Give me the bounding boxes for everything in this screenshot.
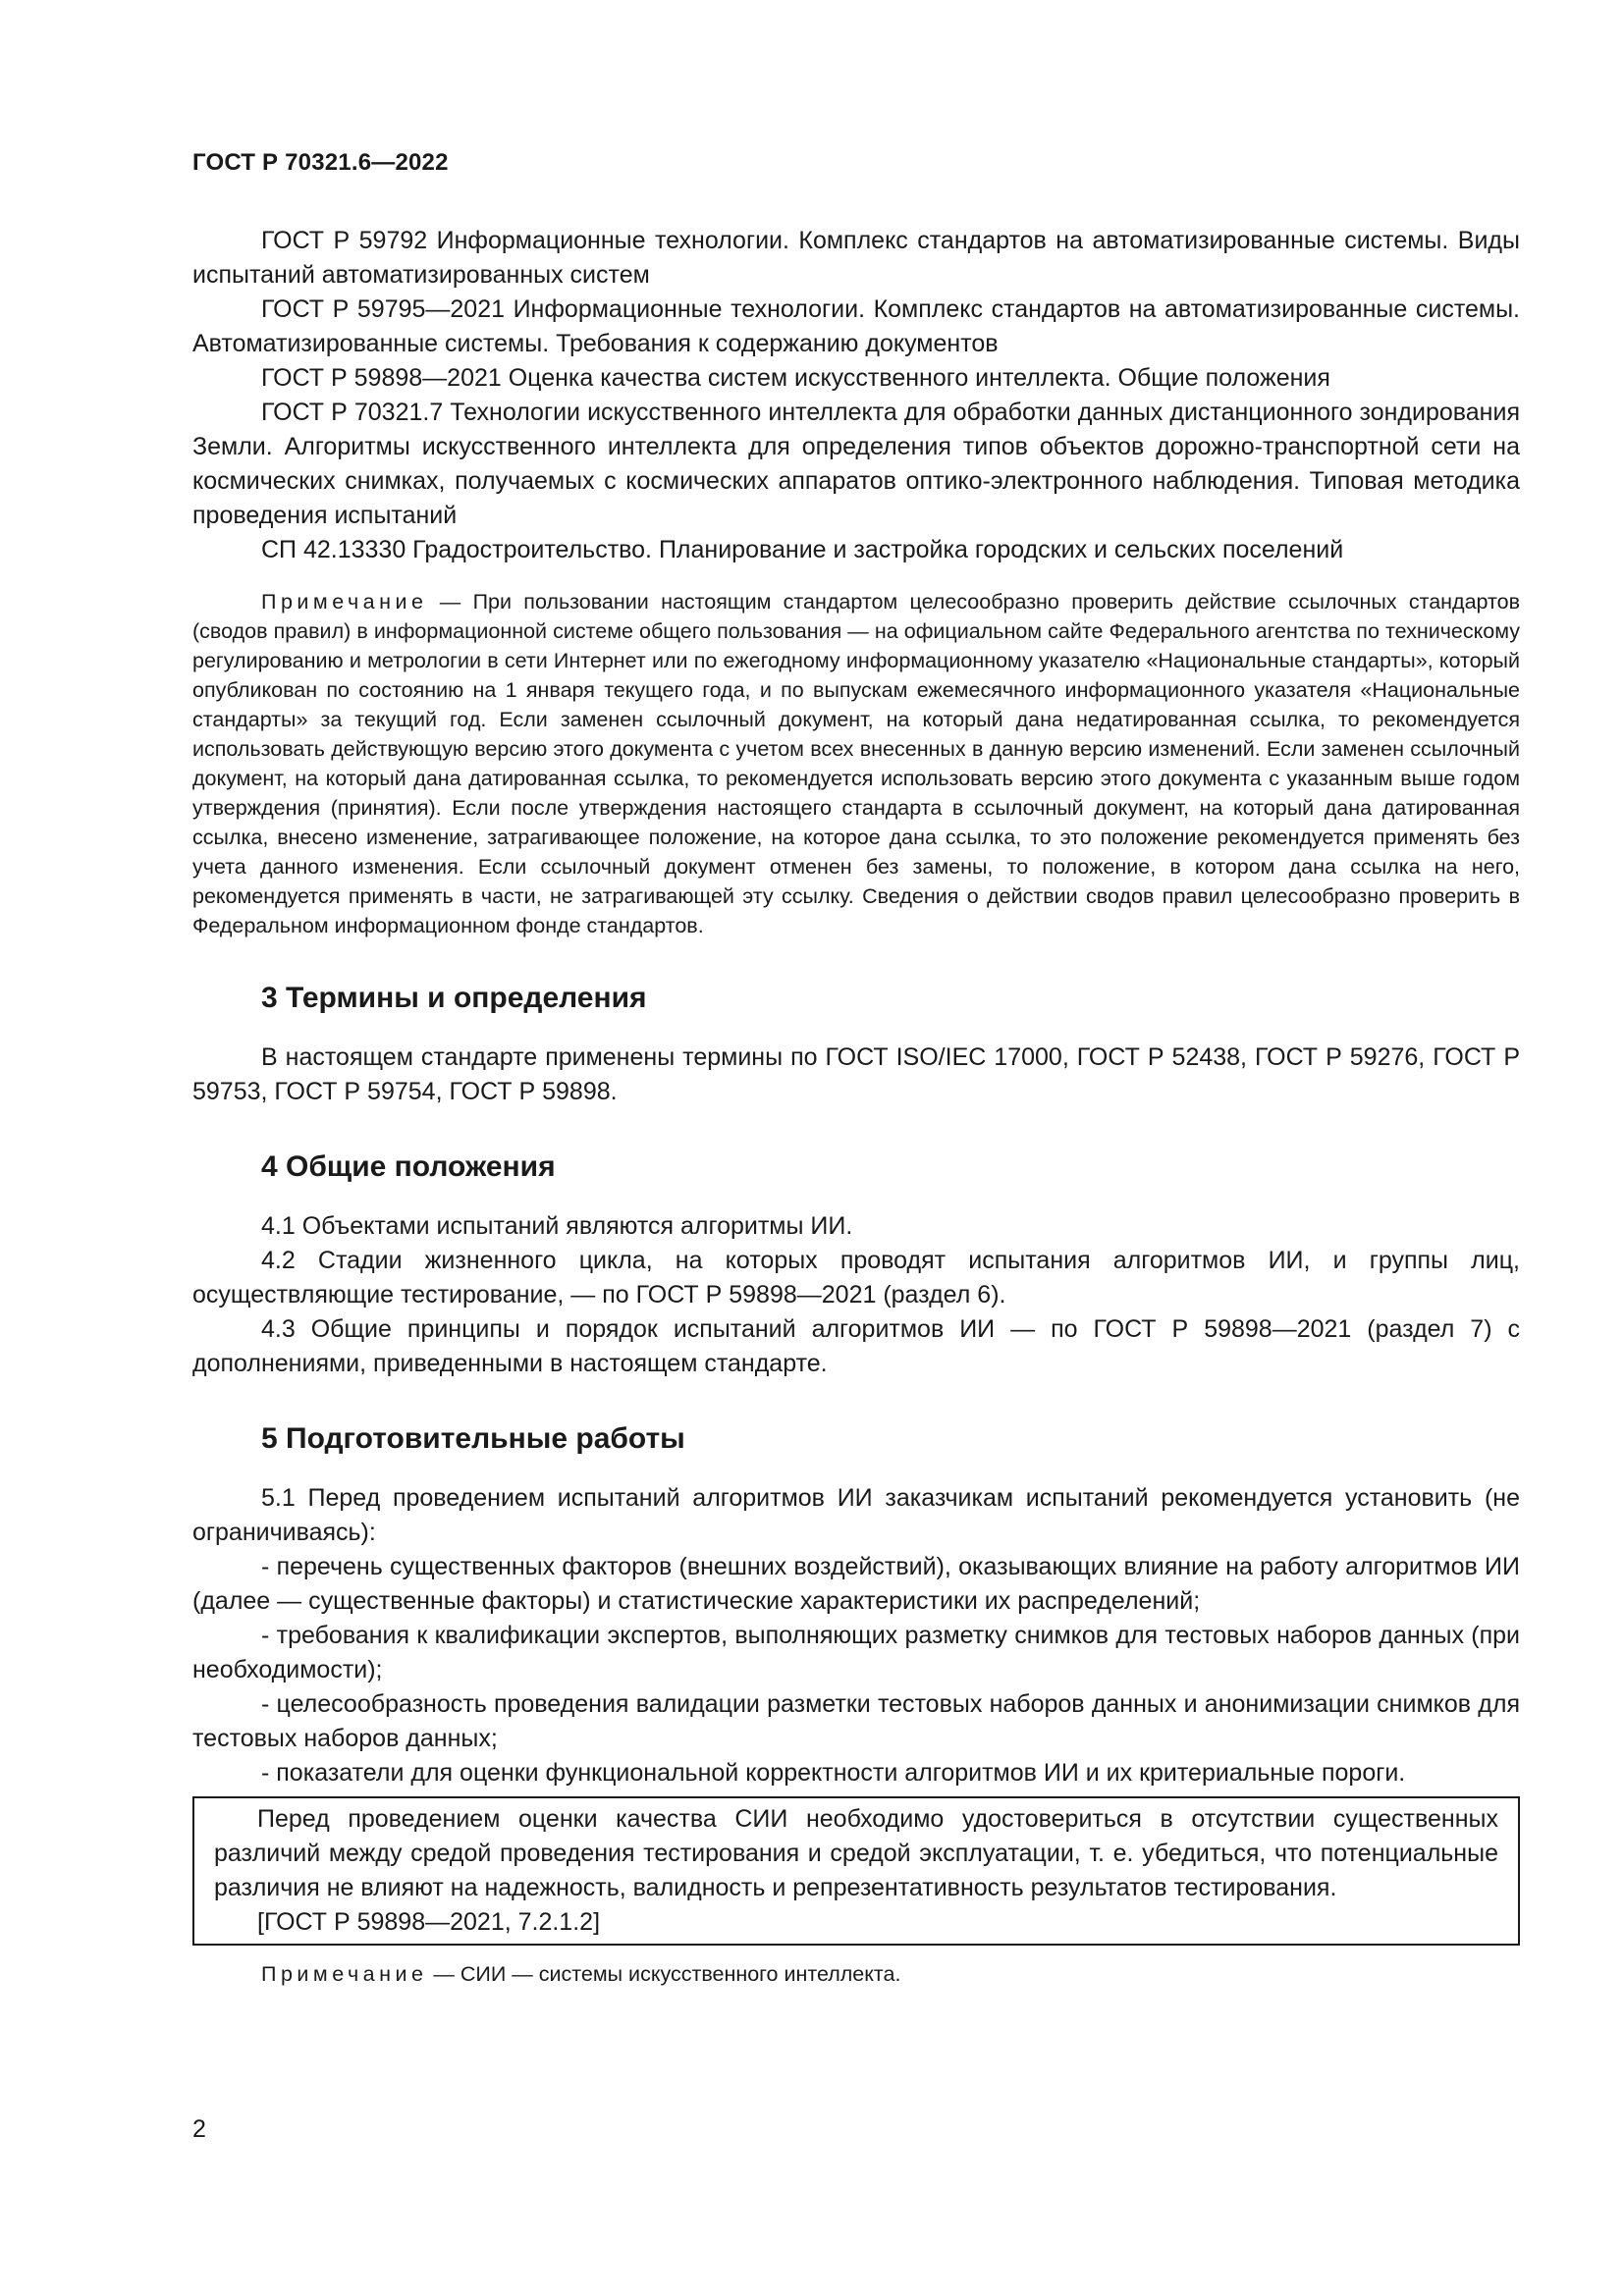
reference-item: ГОСТ Р 70321.7 Технологии искусственного интеллекта для обработки данных дистанционного зондирования Земли. Алгоритмы искусственного интеллекта для определения типов объектов дорожно-транспортной сети на космических снимках, получаемых с космических аппаратов оптико-электронного наблюдения. Типовая методика проведения испытаний xyxy=(192,399,1520,529)
reference-item: ГОСТ Р 59898—2021 Оценка качества систем искусственного интеллекта. Общие положения xyxy=(261,364,1330,392)
references-note xyxy=(192,587,1520,940)
list-item: - перечень существенных факторов (внешних воздействий), оказывающих влияние на работу алгоритмов ИИ (далее — существенные факторы) и статистические характеристики их распределений; xyxy=(192,1553,1520,1615)
reference-item: СП 42.13330 Градостроительство. Планирование и застройка городских и сельских поселений xyxy=(261,536,1344,563)
clause-4-1: 4.1 Объектами испытаний являются алгоритмы ИИ. xyxy=(261,1212,853,1240)
quote-reference: [ГОСТ Р 59898—2021, 7.2.1.2] xyxy=(257,1908,601,1936)
clause-4-3: 4.3 Общие принципы и порядок испытаний алгоритмов ИИ — по ГОСТ Р 59898—2021 (раздел 7) с дополнениями, приведенными в настоящем стандарте. xyxy=(192,1315,1520,1377)
note-text: — СИИ — системы искусственного интеллекта. xyxy=(427,1962,901,1986)
section-4-title: 4 Общие положения xyxy=(261,1150,556,1183)
page-number: 2 xyxy=(192,2115,206,2143)
document-code-header: ГОСТ Р 70321.6—2022 xyxy=(192,149,449,176)
list-item: - целесообразность проведения валидации разметки тестовых наборов данных и анонимизации снимков для тестовых наборов данных; xyxy=(192,1690,1520,1752)
section-5-title: 5 Подготовительные работы xyxy=(261,1422,685,1455)
note-label: Примечание xyxy=(261,1962,428,1986)
section-5-note xyxy=(192,1959,1520,1989)
section-3-title: 3 Термины и определения xyxy=(261,982,647,1014)
page-content xyxy=(192,224,1520,1989)
clause-5-1: 5.1 Перед проведением испытаний алгоритмов ИИ заказчикам испытаний рекомендуется установить (не ограничиваясь): xyxy=(192,1484,1520,1546)
section-3-text: В настоящем стандарте применены термины по ГОСТ ISO/IEC 17000, ГОСТ Р 52438, ГОСТ Р 59276, ГОСТ Р 59753, ГОСТ Р 59754, ГОСТ Р 59898. xyxy=(192,1043,1520,1105)
list-item: - требования к квалификации экспертов, выполняющих разметку снимков для тестовых наборов данных (при необходимости); xyxy=(192,1622,1520,1683)
normative-references-list xyxy=(192,224,1520,567)
quoted-requirement-box xyxy=(192,1796,1520,1946)
note-label: Примечание xyxy=(261,590,428,614)
reference-item: ГОСТ Р 59792 Информационные технологии. Комплекс стандартов на автоматизированные системы. Виды испытаний автоматизированных систем xyxy=(192,227,1520,289)
clause-4-2: 4.2 Стадии жизненного цикла, на которых проводят испытания алгоритмов ИИ, и группы лиц, осуществляющие тестирование, — по ГОСТ Р 59898—2021 (раздел 6). xyxy=(192,1247,1520,1308)
note-text: — При пользовании настоящим стандартом целесообразно проверить действие ссылочных стандартов (сводов правил) в информационной системе общего пользования — на официальном сайте Федерального агентства по техническому регулированию и метрологии в сети Интернет или по ежегодному информационному указателю «Национальные стандарты», который опубликован по состоянию на 1 января текущего года, и по выпускам ежемесячного информационного указателя «Национальные стандарты» за текущий год. Если заменен ссылочный документ, на который дана недатированная ссылка, то рекомендуется использовать действующую версию этого документа с учетом всех внесенных в данную версию изменений. Если заменен ссылочный документ, на который дана датированная ссылка, то рекомендуется использовать версию этого документа с указанным выше годом утверждения (принятия). Если после утверждения настоящего стандарта в ссылочный документ, на который дана датированная ссылка, внесено изменение, затрагивающее положение, на которое дана ссылка, то это положение рекомендуется применять без учета данного изменения. Если ссылочный документ отменен без замены, то положение, в котором дана ссылка на него, рекомендуется применять в части, не затрагивающей эту ссылку. Сведения о действии сводов правил целесообразно проверить в Федеральном информационном фонде стандартов. xyxy=(192,590,1520,937)
reference-item: ГОСТ Р 59795—2021 Информационные технологии. Комплекс стандартов на автоматизированные системы. Автоматизированные системы. Требования к содержанию документов xyxy=(192,295,1520,357)
quote-text: Перед проведением оценки качества СИИ необходимо удостовериться в отсутствии существенных различий между средой проведения тестирования и средой эксплуатации, т. е. убедиться, что потенциальные различия не влияют на надежность, валидность и репрезентативность результатов тестирования. xyxy=(214,1805,1498,1901)
list-item: - показатели для оценки функциональной корректности алгоритмов ИИ и их критериальные пороги. xyxy=(261,1759,1406,1787)
